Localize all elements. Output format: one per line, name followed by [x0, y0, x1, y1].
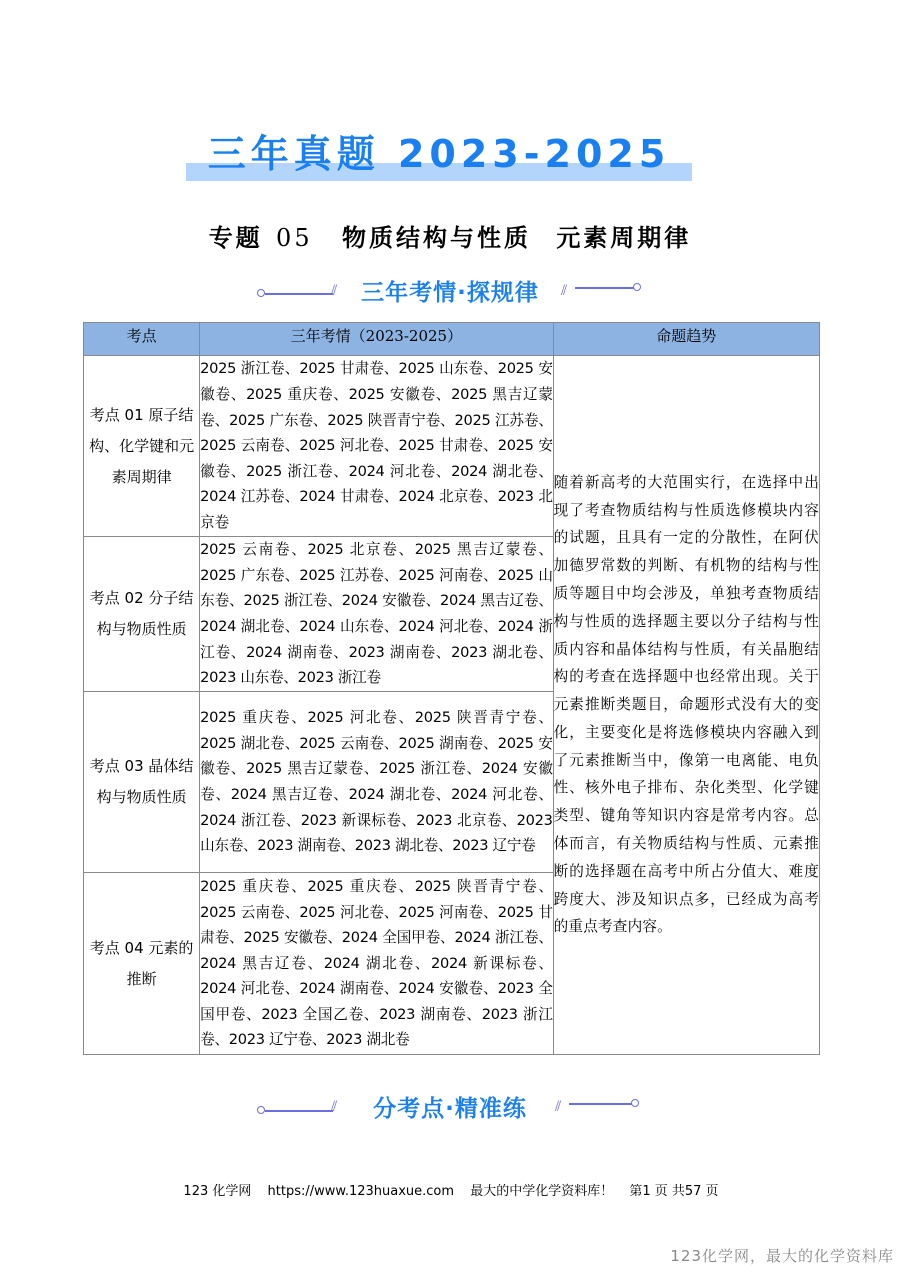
decor-slash: ⫽	[555, 1099, 562, 1115]
section-header-1	[255, 276, 645, 312]
decor-slash: ⫽	[331, 283, 338, 299]
header-point: 考点	[84, 323, 200, 356]
header-trend: 命题趋势	[553, 323, 819, 356]
watermark: 123化学网，最大的化学资料库	[670, 1247, 894, 1265]
footer-url[interactable]: https://www.123huaxue.com	[267, 1184, 455, 1199]
topic-prefix: 专题	[208, 223, 263, 252]
footer-page-number: 第1 页 共57 页	[629, 1184, 719, 1199]
exams-cell: 2025 重庆卷、2025 河北卷、2025 陕晋青宁卷、2025 湖北卷、2025 云南卷、2025 湖南卷、2025 安徽卷、2025 黑吉辽蒙卷、2025 浙江卷、2024 安徽卷、2024 黑吉辽卷、2024 湖北卷、2024 河北卷、2024 浙江卷、2023 新课标卷、2023 北京卷、2023 山东卷、2023 湖南卷、2023 湖北卷、2023 辽宁卷	[200, 692, 553, 873]
topic-heading	[150, 218, 750, 253]
point-cell: 考点 04 元素的推断	[84, 873, 200, 1055]
point-cell: 考点 01 原子结构、化学键和元素周期律	[84, 356, 200, 537]
section-title: 分考点·精准练	[373, 1096, 527, 1122]
table-row	[84, 356, 820, 537]
topic-number: 05	[276, 224, 313, 252]
header-exams: 三年考情（2023-2025）	[200, 323, 553, 356]
title-banner	[186, 128, 692, 184]
decor-slash: ⫽	[331, 1099, 338, 1115]
point-cell: 考点 02 分子结构与物质性质	[84, 537, 200, 692]
exam-table	[83, 322, 820, 1055]
topic-name: 物质结构与性质	[341, 223, 531, 252]
exams-cell: 2025 云南卷、2025 北京卷、2025 黑吉辽蒙卷、2025 广东卷、2025 江苏卷、2025 河南卷、2025 山东卷、2025 浙江卷、2024 安徽卷、2024 黑吉辽卷、2024 湖北卷、2024 山东卷、2024 河北卷、2024 浙江卷、2024 湖南卷、2023 湖南卷、2023 湖北卷、2023 山东卷、2023 浙江卷	[200, 537, 553, 692]
exams-cell: 2025 浙江卷、2025 甘肃卷、2025 山东卷、2025 安徽卷、2025 重庆卷、2025 安徽卷、2025 黑吉辽蒙卷、2025 广东卷、2025 陕晋青宁卷、2025 江苏卷、2025 云南卷、2025 河北卷、2025 甘肃卷、2025 安徽卷、2025 浙江卷、2024 河北卷、2024 湖北卷、2024 江苏卷、2024 甘肃卷、2024 北京卷、2023 北京卷	[200, 356, 553, 537]
footer-slogan: 最大的中学化学资料库！	[470, 1184, 614, 1199]
section-header-2	[255, 1092, 645, 1128]
section-title: 三年考情·探规律	[361, 280, 539, 306]
table-header-row	[84, 323, 820, 356]
point-cell: 考点 03 晶体结构与物质性质	[84, 692, 200, 873]
decor-slash: ⫽	[561, 283, 568, 299]
topic-subname: 元素周期律	[556, 223, 692, 252]
exams-cell: 2025 重庆卷、2025 重庆卷、2025 陕晋青宁卷、2025 云南卷、2025 河北卷、2025 河南卷、2025 甘肃卷、2025 安徽卷、2024 全国甲卷、2024 浙江卷、2024 黑吉辽卷、2024 湖北卷、2024 新课标卷、2024 河北卷、2024 湖南卷、2024 安徽卷、2023 全国甲卷、2023 全国乙卷、2023 湖南卷、2023 浙江卷、2023 辽宁卷、2023 湖北卷	[200, 873, 553, 1055]
trend-cell: 随着新高考的大范围实行，在选择中出现了考查物质结构与性质选修模块内容的试题，且具有一定的分散性，在阿伏加德罗常数的判断、有机物的结构与性质等题目中均会涉及，单独考查物质结构与性质的选择题主要以分子结构与性质内容和晶体结构与性质，有关晶胞结构的考查在选择题中也经常出现。关于元素推断类题目，命题形式没有大的变化，主要变化是将选修模块内容融入到了元素推断当中，像第一电离能、电负性、核外电子排布、杂化类型、化学键类型、键角等知识内容是常考内容。总体而言，有关物质结构与性质、元素推断的选择题在高考中所占分值大、难度跨度大、涉及知识点多，已经成为高考的重点考查内容。	[553, 356, 819, 1055]
footer-site: 123 化学网	[183, 1184, 252, 1199]
banner-title: 三年真题 2023-2025	[207, 132, 671, 176]
page-footer	[0, 1180, 902, 1199]
